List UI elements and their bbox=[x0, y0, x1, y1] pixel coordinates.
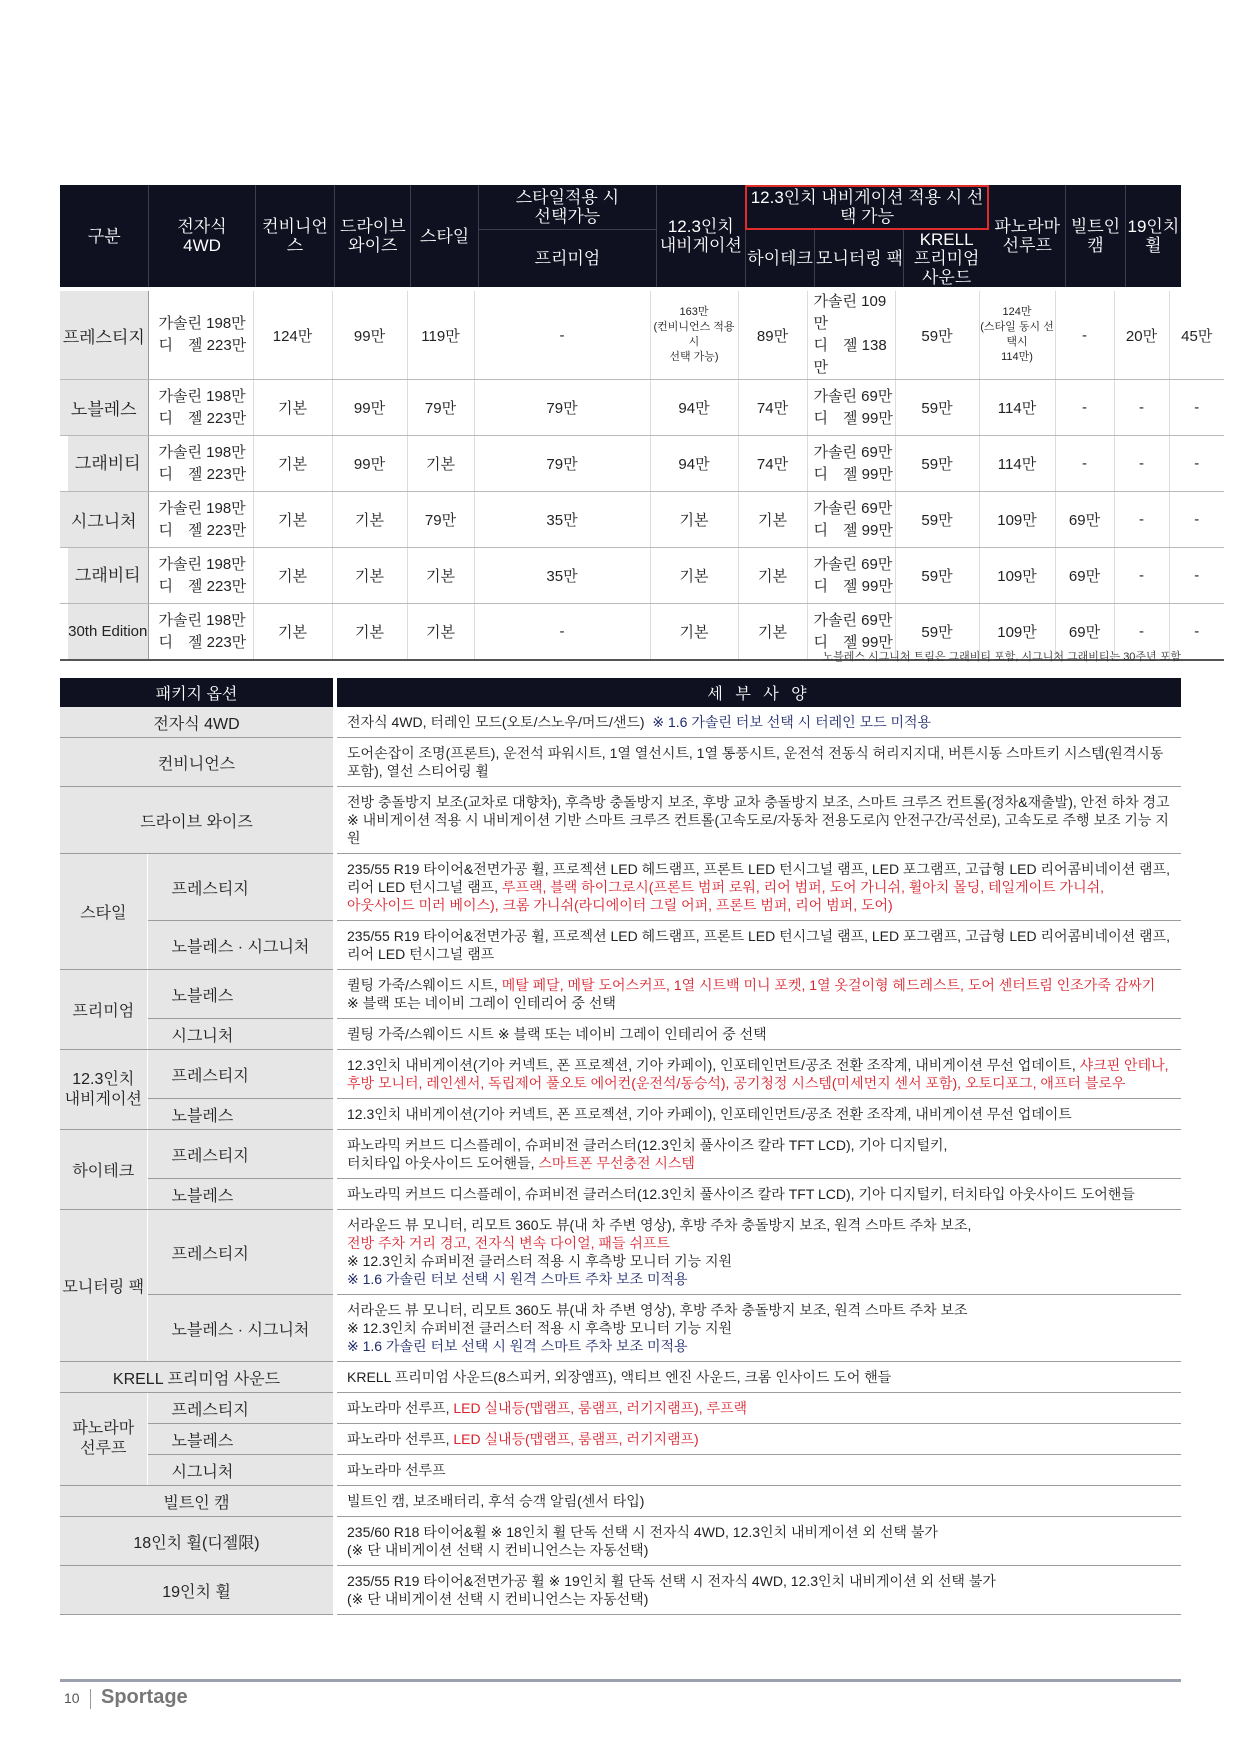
fuel-price-cell: 가솔린 198만 디 젤 223만 bbox=[148, 436, 253, 492]
price-cell-navi: 163만 (컨비니언스 적용 시 선택 가능) bbox=[650, 291, 738, 380]
header-monitoring: 모니터링 팩 bbox=[815, 230, 904, 288]
price-cell-cam: 69만 bbox=[1055, 492, 1114, 548]
trim-cell: 그래비티 bbox=[60, 548, 148, 604]
price-cell-conv: 기본 bbox=[253, 604, 332, 661]
pkg-style-noblesse: 노블레스 · 시그니처 bbox=[147, 921, 335, 970]
header-style-group: 스타일적용 시 선택가능 bbox=[478, 185, 656, 230]
header-panorama: 파노라마 선루프 bbox=[989, 185, 1066, 287]
price-cell-w18: - bbox=[1114, 548, 1169, 604]
pkg-style-prestige: 프레스티지 bbox=[147, 854, 335, 921]
price-cell-hitech: 기본 bbox=[738, 604, 807, 661]
pkg-navi-prestige-desc: 12.3인치 내비게이션(기아 커넥트, 폰 프로젝션, 기아 카페이), 인포테인먼트/공조 전환 조작계, 내비게이션 무선 업데이트, 샤크핀 안테나, 후방 모니터, 레인센서, 독립제어 풀오토 에어컨(운전석/동승석), 공기청정 시스템(미세먼지 센서 포함), 오토디포그, 애프터 블로우 bbox=[335, 1050, 1181, 1099]
price-cell-cam: 69만 bbox=[1055, 604, 1114, 661]
price-cell-conv: 기본 bbox=[253, 436, 332, 492]
price-cell-premium: 35만 bbox=[474, 492, 650, 548]
header-detail: 세 부 사 양 bbox=[335, 678, 1181, 707]
price-row bbox=[60, 380, 1224, 436]
header-convenience: 컨비니언스 bbox=[255, 185, 335, 287]
pkg-awd-desc: 전자식 4WD, 터레인 모드(오토/스노우/머드/샌드) ※ 1.6 가솔린 터보 선택 시 터레인 모드 미적용 bbox=[335, 707, 1181, 738]
price-cell-drive: 99만 bbox=[332, 436, 407, 492]
trim-cell: 프레스티지 bbox=[60, 291, 148, 380]
pkg-navi-noblesse-desc: 12.3인치 내비게이션(기아 커넥트, 폰 프로젝션, 기아 카페이), 인포테인먼트/공조 전환 조작계, 내비게이션 무선 업데이트 bbox=[335, 1099, 1181, 1130]
pkg-style-noblesse-desc: 235/55 R19 타이어&전면가공 휠, 프로젝션 LED 헤드램프, 프론트 LED 턴시그널 램프, LED 포그램프, 고급형 LED 리어콤비네이션 램프, 리어 LED 턴시그널 램프 bbox=[335, 921, 1181, 970]
price-cell-w18: - bbox=[1114, 436, 1169, 492]
price-row bbox=[60, 291, 1224, 380]
pkg-navi-noblesse: 노블레스 bbox=[147, 1099, 335, 1130]
pkg-monitoring-noblesse-desc: 서라운드 뷰 모니터, 리모트 360도 뷰(내 차 주변 영상), 후방 주차 충돌방지 보조, 원격 스마트 주차 보조 ※ 12.3인치 슈퍼비전 클러스터 적용 시 후측방 모니터 기능 지원 ※ 1.6 가솔린 터보 선택 시 원격 스마트 주차 보조 미적용 bbox=[335, 1295, 1181, 1362]
price-cell-w19: - bbox=[1169, 436, 1224, 492]
price-cell-monitor: 가솔린 69만 디 젤 99만 bbox=[807, 548, 895, 604]
header-trim: 구분 bbox=[60, 185, 149, 287]
pkg-krell: KRELL 프리미엄 사운드 bbox=[60, 1362, 335, 1393]
price-cell-krell: 59만 bbox=[895, 380, 979, 436]
price-row bbox=[60, 436, 1224, 492]
price-cell-hitech: 74만 bbox=[738, 380, 807, 436]
fuel-price-cell: 가솔린 198만 디 젤 223만 bbox=[148, 291, 253, 380]
pkg-builtin-cam-desc: 빌트인 캠, 보조배터리, 후석 승객 알림(센서 타입) bbox=[335, 1486, 1181, 1517]
price-cell-navi: 기본 bbox=[650, 548, 738, 604]
pkg-panorama-noblesse: 노블레스 bbox=[147, 1424, 335, 1455]
price-cell-w18: - bbox=[1114, 604, 1169, 661]
pkg-convenience: 컨비니언스 bbox=[60, 738, 335, 787]
trim-note: 노블레스 시그니처 트림은 그래비티 포함, 시그니처 그래비티는 30주년 포함 bbox=[822, 651, 1181, 663]
footer-rule bbox=[60, 1679, 1181, 1682]
pkg-wheel19: 19인치 휠 bbox=[60, 1566, 335, 1615]
footer-separator bbox=[90, 1689, 91, 1709]
price-cell-conv: 기본 bbox=[253, 492, 332, 548]
price-cell-krell: 59만 bbox=[895, 492, 979, 548]
pkg-premium-signature: 시그니처 bbox=[147, 1019, 335, 1050]
fuel-price-cell: 가솔린 198만 디 젤 223만 bbox=[148, 548, 253, 604]
price-cell-monitor: 가솔린 109만 디 젤 138만 bbox=[807, 291, 895, 380]
price-cell-hitech: 74만 bbox=[738, 436, 807, 492]
trim-cell: 노블레스 bbox=[60, 380, 148, 436]
price-cell-hitech: 기본 bbox=[738, 548, 807, 604]
price-table-body bbox=[60, 291, 1224, 661]
pkg-hitech-noblesse-desc: 파노라믹 커브드 디스플레이, 슈퍼비전 클러스터(12.3인치 풀사이즈 칼라 TFT LCD), 기아 디지털키, 터치타입 아웃사이드 도어핸들 bbox=[335, 1179, 1181, 1210]
pkg-wheel18-desc: 235/60 R18 타이어&휠 ※ 18인치 휠 단독 선택 시 전자식 4WD, 12.3인치 내비게이션 외 선택 불가 (※ 단 내비게이션 선택 시 컨비니언스는 자동선택) bbox=[335, 1517, 1181, 1566]
pkg-monitoring-prestige-desc: 서라운드 뷰 모니터, 리모트 360도 뷰(내 차 주변 영상), 후방 주차 충돌방지 보조, 원격 스마트 주차 보조, 전방 주차 거리 경고, 전자식 변속 다이얼, 패들 쉬프트 ※ 12.3인치 슈퍼비전 클러스터 적용 시 후측방 모니터 기능 지원 ※ 1.6 가솔린 터보 선택 시 원격 스마트 주차 보조 미적용 bbox=[335, 1210, 1181, 1295]
pkg-navi: 12.3인치 내비게이션 bbox=[60, 1050, 147, 1130]
price-cell-panorama: 124만 (스타일 동시 선택시 114만) bbox=[979, 291, 1055, 380]
header-drive-wise: 드라이브 와이즈 bbox=[335, 185, 411, 287]
price-cell-drive: 99만 bbox=[332, 291, 407, 380]
price-cell-conv: 기본 bbox=[253, 548, 332, 604]
price-cell-style: 79만 bbox=[407, 380, 474, 436]
price-cell-cam: - bbox=[1055, 380, 1114, 436]
price-cell-w18: - bbox=[1114, 492, 1169, 548]
price-cell-krell: 59만 bbox=[895, 291, 979, 380]
price-row bbox=[60, 548, 1224, 604]
package-table bbox=[60, 678, 1181, 1615]
pkg-hitech-prestige-desc: 파노라믹 커브드 디스플레이, 슈퍼비전 클러스터(12.3인치 풀사이즈 칼라 TFT LCD), 기아 디지털키, 터치타입 아웃사이드 도어핸들, 스마트폰 무선충전 시스템 bbox=[335, 1130, 1181, 1179]
pkg-panorama-prestige: 프레스티지 bbox=[147, 1393, 335, 1424]
price-cell-w19: - bbox=[1169, 380, 1224, 436]
price-cell-krell: 59만 bbox=[895, 548, 979, 604]
price-cell-navi: 94만 bbox=[650, 436, 738, 492]
pkg-monitoring: 모니터링 팩 bbox=[60, 1210, 147, 1362]
pkg-wheel18: 18인치 휠(디젤限) bbox=[60, 1517, 335, 1566]
price-cell-panorama: 109만 bbox=[979, 548, 1055, 604]
trim-cell: 30th Edition bbox=[60, 604, 148, 661]
pkg-navi-prestige: 프레스티지 bbox=[147, 1050, 335, 1099]
header-builtin-cam: 빌트인 캠 bbox=[1066, 185, 1126, 287]
price-cell-drive: 기본 bbox=[332, 492, 407, 548]
pkg-premium-signature-desc: 퀼팅 가죽/스웨이드 시트 ※ 블랙 또는 네이비 그레이 인테리어 중 선택 bbox=[335, 1019, 1181, 1050]
pkg-drive-wise: 드라이브 와이즈 bbox=[60, 787, 335, 854]
header-wheel19: 19인치 휠 bbox=[1125, 185, 1181, 287]
pkg-drive-wise-desc: 전방 충돌방지 보조(교차로 대향차), 후측방 충돌방지 보조, 후방 교차 충돌방지 보조, 스마트 크루즈 컨트롤(정차&재출발), 안전 하차 경고 ※ 내비게이션 적용 시 내비게이션 기반 스마트 크루즈 컨트롤(고속도로/자동차 전용도로內 안전구간/곡선로), 고속도로 주행 보조 기능 지원 bbox=[335, 787, 1181, 854]
pkg-panorama-prestige-desc: 파노라마 선루프, LED 실내등(맵램프, 룸램프, 러기지램프), 루프랙 bbox=[335, 1393, 1181, 1424]
price-cell-navi: 94만 bbox=[650, 380, 738, 436]
price-cell-cam: 69만 bbox=[1055, 548, 1114, 604]
fuel-price-cell: 가솔린 198만 디 젤 223만 bbox=[148, 380, 253, 436]
header-package-option: 패키지 옵션 bbox=[60, 678, 335, 707]
price-cell-style: 기본 bbox=[407, 604, 474, 661]
price-cell-conv: 124만 bbox=[253, 291, 332, 380]
header-style: 스타일 bbox=[411, 185, 479, 287]
trim-cell: 시그니처 bbox=[60, 492, 148, 548]
pkg-hitech-noblesse: 노블레스 bbox=[147, 1179, 335, 1210]
fuel-price-cell: 가솔린 198만 디 젤 223만 bbox=[148, 492, 253, 548]
pkg-panorama-noblesse-desc: 파노라마 선루프, LED 실내등(맵램프, 룸램프, 러기지램프) bbox=[335, 1424, 1181, 1455]
pkg-premium: 프리미엄 bbox=[60, 970, 147, 1050]
pkg-convenience-desc: 도어손잡이 조명(프론트), 운전석 파워시트, 1열 열선시트, 1열 통풍시트, 운전석 전동식 허리지지대, 버튼시동 스마트키 시스템(원격시동 포함), 열선 스티어링 휠 bbox=[335, 738, 1181, 787]
price-cell-conv: 기본 bbox=[253, 380, 332, 436]
price-cell-navi: 기본 bbox=[650, 604, 738, 661]
price-cell-premium: 35만 bbox=[474, 548, 650, 604]
pkg-awd: 전자식 4WD bbox=[60, 707, 335, 738]
price-cell-w18: - bbox=[1114, 380, 1169, 436]
price-cell-premium: - bbox=[474, 291, 650, 380]
price-cell-style: 기본 bbox=[407, 548, 474, 604]
pkg-monitoring-prestige: 프레스티지 bbox=[147, 1210, 335, 1295]
header-navi-group: 12.3인치 내비게이션 적용 시 선택 가능 bbox=[745, 185, 989, 230]
price-cell-cam: - bbox=[1055, 436, 1114, 492]
header-navi: 12.3인치 내비게이션 bbox=[656, 185, 745, 287]
price-cell-krell: 59만 bbox=[895, 604, 979, 661]
header-premium: 프리미엄 bbox=[478, 230, 656, 288]
header-krell: KRELL 프리미엄 사운드 bbox=[904, 230, 989, 288]
trim-cell: 그래비티 bbox=[60, 436, 148, 492]
brand-name: Sportage bbox=[101, 1686, 188, 1708]
price-cell-monitor: 가솔린 69만 디 젤 99만 bbox=[807, 604, 895, 661]
pkg-panorama-signature: 시그니처 bbox=[147, 1455, 335, 1486]
pkg-builtin-cam: 빌트인 캠 bbox=[60, 1486, 335, 1517]
price-cell-w19: - bbox=[1169, 492, 1224, 548]
price-cell-panorama: 114만 bbox=[979, 380, 1055, 436]
price-cell-w19: 45만 bbox=[1169, 291, 1224, 380]
price-cell-premium: 79만 bbox=[474, 380, 650, 436]
price-cell-panorama: 114만 bbox=[979, 436, 1055, 492]
price-cell-hitech: 기본 bbox=[738, 492, 807, 548]
price-cell-w19: - bbox=[1169, 548, 1224, 604]
pkg-hitech: 하이테크 bbox=[60, 1130, 147, 1210]
price-cell-style: 119만 bbox=[407, 291, 474, 380]
price-cell-monitor: 가솔린 69만 디 젤 99만 bbox=[807, 380, 895, 436]
pkg-monitoring-noblesse: 노블레스 · 시그니처 bbox=[147, 1295, 335, 1362]
content bbox=[60, 185, 1213, 1607]
price-cell-panorama: 109만 bbox=[979, 492, 1055, 548]
price-cell-krell: 59만 bbox=[895, 436, 979, 492]
price-cell-drive: 99만 bbox=[332, 380, 407, 436]
price-cell-monitor: 가솔린 69만 디 젤 99만 bbox=[807, 492, 895, 548]
pkg-premium-noblesse-desc: 퀼팅 가죽/스웨이드 시트, 메탈 페달, 메탈 도어스커프, 1열 시트백 미니 포켓, 1열 옷걸이형 헤드레스트, 도어 센터트림 인조가죽 감싸기 ※ 블랙 또는 네이비 그레이 인테리어 중 선택 bbox=[335, 970, 1181, 1019]
page-number: 10 bbox=[64, 1690, 80, 1706]
price-cell-hitech: 89만 bbox=[738, 291, 807, 380]
price-table bbox=[60, 185, 1181, 287]
price-cell-w19: - bbox=[1169, 604, 1224, 661]
price-cell-style: 기본 bbox=[407, 436, 474, 492]
pkg-style-prestige-desc: 235/55 R19 타이어&전면가공 휠, 프로젝션 LED 헤드램프, 프론트 LED 턴시그널 램프, LED 포그램프, 고급형 LED 리어콤비네이션 램프, 리어 LED 턴시그널 램프, 루프랙, 블랙 하이그로시(프론트 범퍼 로워, 리어 범퍼, 도어 가니쉬, 휠아치 몰딩, 테일게이트 가니쉬, 아웃사이드 미러 베이스), 크롬 가니쉬(라디에이터 그릴 어퍼, 프론트 범퍼, 리어 범퍼, 도어) bbox=[335, 854, 1181, 921]
price-cell-premium: - bbox=[474, 604, 650, 661]
price-cell-cam: - bbox=[1055, 291, 1114, 380]
header-hitech: 하이테크 bbox=[745, 230, 815, 288]
price-cell-drive: 기본 bbox=[332, 548, 407, 604]
price-cell-w18: 20만 bbox=[1114, 291, 1169, 380]
price-cell-monitor: 가솔린 69만 디 젤 99만 bbox=[807, 436, 895, 492]
price-cell-navi: 기본 bbox=[650, 492, 738, 548]
pkg-wheel19-desc: 235/55 R19 타이어&전면가공 휠 ※ 19인치 휠 단독 선택 시 전자식 4WD, 12.3인치 내비게이션 외 선택 불가 (※ 단 내비게이션 선택 시 컨비니언스는 자동선택) bbox=[335, 1566, 1181, 1615]
pkg-hitech-prestige: 프레스티지 bbox=[147, 1130, 335, 1179]
fuel-price-cell: 가솔린 198만 디 젤 223만 bbox=[148, 604, 253, 661]
pkg-krell-desc: KRELL 프리미엄 사운드(8스피커, 외장앰프), 액티브 엔진 사운드, 크롬 인사이드 도어 핸들 bbox=[335, 1362, 1181, 1393]
price-cell-drive: 기본 bbox=[332, 604, 407, 661]
header-awd: 전자식 4WD bbox=[149, 185, 255, 287]
pkg-premium-noblesse: 노블레스 bbox=[147, 970, 335, 1019]
price-cell-panorama: 109만 bbox=[979, 604, 1055, 661]
price-row bbox=[60, 492, 1224, 548]
pkg-panorama: 파노라마 선루프 bbox=[60, 1393, 147, 1486]
pkg-panorama-signature-desc: 파노라마 선루프 bbox=[335, 1455, 1181, 1486]
price-cell-style: 79만 bbox=[407, 492, 474, 548]
price-cell-premium: 79만 bbox=[474, 436, 650, 492]
pkg-style: 스타일 bbox=[60, 854, 147, 970]
